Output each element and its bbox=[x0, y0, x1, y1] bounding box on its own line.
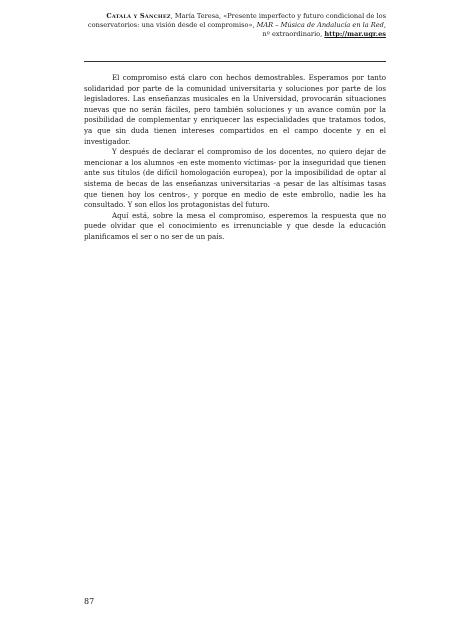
body-text bbox=[84, 73, 386, 243]
header-issue: , nº extraordinario, bbox=[262, 21, 386, 38]
running-header bbox=[80, 12, 386, 39]
paragraph: El compromiso está claro con hechos demostrables. Esperamos por tanto solidaridad por parte de la comunidad universitaria y soluciones por parte de los legisladores. Las enseñanzas musicales en la Universidad, provocarán situaciones nuevas que no serán fáciles, pero también soluciones y un avance común por la posibilidad de complementar y enriquecer las especialidades que tratamos todos, ya que sin duda tienen intereses compartidos en el campo docente y en el investigador. bbox=[84, 73, 386, 146]
header-divider bbox=[84, 61, 386, 62]
header-journal: MAR – Música de Andalucía en la Red bbox=[256, 21, 384, 29]
header-author: Catalá y Sánchez bbox=[106, 12, 171, 20]
paragraph: Aquí está, sobre la mesa el compromiso, esperemos la respuesta que no puede olvidar que el conocimiento es irrenunciable y que desde la educación planificamos el ser o no ser de un país. bbox=[84, 210, 386, 241]
page-number: 87 bbox=[84, 597, 95, 606]
paragraph: Y después de declarar el compromiso de los docentes, no quiero dejar de mencionar a los alumnos -en este momento víctimas- por la inseguridad que tienen ante sus títulos (de difícil homologación europea), por la imposibilidad de optar al sistema de becas de las enseñanzas universitarias -a pesar de las altísimas tasas que tienen hoy los centros-, y porque en medio de este embrollo, nadie les ha consultado. Y son ellos los protagonistas del futuro. bbox=[84, 147, 386, 210]
header-citation: , María Teresa, «Presente imperfecto y futuro condicional de los conservatorios: una visión desde el compromiso», bbox=[87, 12, 386, 29]
header-url-link[interactable]: http://mar.ugr.es bbox=[324, 30, 386, 38]
